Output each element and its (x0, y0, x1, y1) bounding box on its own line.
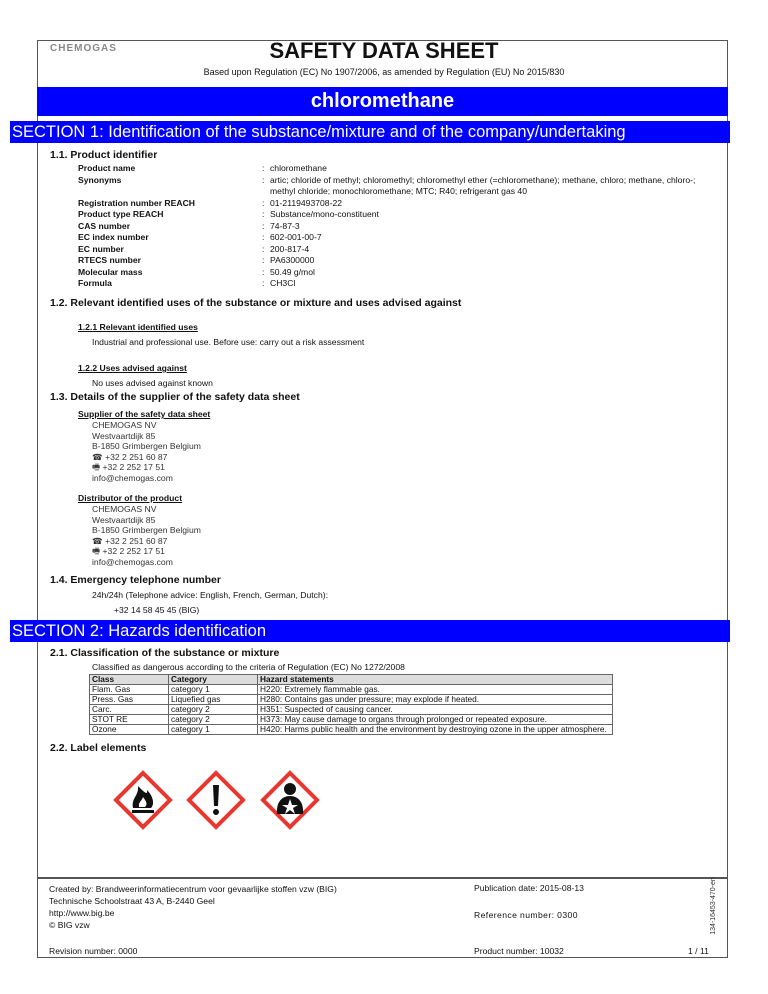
heading-1-3: 1.3. Details of the supplier of the safety data sheet (50, 391, 300, 403)
hazard-cell: H420: Harms public health and the environment by destroying ozone in the upper atmosphere. (258, 725, 613, 735)
footer-address: Technische Schoolstraat 43 A, B-2440 Geel (49, 896, 215, 906)
section-2-header: SECTION 2: Hazards identification (10, 620, 730, 642)
table-row (90, 725, 613, 735)
phone-icon: ☎ (92, 451, 106, 462)
distributor-title: Distributor of the product (78, 493, 183, 503)
reference-number: Reference number: 0300 (474, 910, 578, 920)
heading-2-1: 2.1. Classification of the substance or mixture (50, 647, 280, 659)
exclamation-icon (186, 770, 246, 830)
colon: : (262, 174, 265, 185)
table-row (90, 715, 613, 725)
distributor-street: Westvaartdijk 85 (92, 514, 156, 525)
table-row (90, 685, 613, 695)
identifier-value: 602-001-00-7 (270, 232, 322, 242)
product-number: Product number: 10032 (474, 946, 564, 956)
distributor-email[interactable]: info@chemogas.com (92, 556, 173, 567)
heading-1-2: 1.2. Relevant identified uses of the substance or mixture and uses advised against (50, 297, 462, 309)
heading-2-2: 2.2. Label elements (50, 742, 147, 754)
header-class: Class (90, 675, 169, 685)
colon: : (262, 220, 265, 231)
identifier-value: 01-2119493708-22 (270, 197, 342, 208)
heading-1-2-2: 1.2.2 Uses advised against (78, 363, 187, 373)
identifier-label: Molecular mass (78, 266, 143, 277)
identifier-label: Registration number REACH (78, 197, 195, 208)
identifier-label: Synonyms (78, 174, 122, 185)
identifier-value: artic; chloride of methyl; chloromethyl; chloromethyl ether (=chloromethane); methane, chloro; methane, chloro-; (270, 174, 696, 185)
table-row (90, 695, 613, 705)
regulation-subtitle: Based upon Regulation (EC) No 1907/2006, as amended by Regulation (EU) No 2015/830 (203, 67, 565, 77)
phone-icon: ☎ (92, 535, 106, 546)
category-cell: category 1 (169, 685, 258, 695)
uses-advised-against-text: No uses advised against known (92, 378, 213, 388)
fax-icon: 🖷 (92, 462, 103, 473)
emergency-text: 24h/24h (Telephone advice: English, French, German, Dutch): (92, 590, 328, 600)
footer-copyright: © BIG vzw (49, 920, 90, 930)
identifier-label: Product name (78, 163, 136, 173)
publication-date: Publication date: 2015-08-13 (474, 883, 584, 893)
document-title: SAFETY DATA SHEET (269, 38, 499, 63)
identified-uses-text: Industrial and professional use. Before use: carry out a risk assessment (92, 337, 365, 347)
identifier-value: 200-817-4 (270, 243, 310, 254)
supplier-phone: +32 2 251 60 87 (105, 451, 168, 462)
revision-number: Revision number: 0000 (49, 946, 138, 956)
distributor-phone: +32 2 251 60 87 (105, 535, 168, 546)
supplier-email[interactable]: info@chemogas.com (92, 472, 173, 483)
category-cell: category 2 (169, 715, 258, 725)
class-cell: STOT RE (90, 715, 169, 725)
identifier-value: PA6300000 (270, 255, 315, 265)
heading-1-1: 1.1. Product identifier (50, 149, 158, 161)
document-code: 134-16453-470-en (709, 877, 717, 935)
identifier-value: chloromethane (270, 163, 327, 173)
hazard-cell: H280: Contains gas under pressure; may explode if heated. (258, 695, 613, 705)
hazard-cell: H373: May cause damage to organs through prolonged or repeated exposure. (258, 715, 613, 725)
header-hazard: Hazard statements (258, 675, 613, 685)
flame-icon (113, 770, 173, 830)
identifier-label: Product type REACH (78, 209, 164, 219)
distributor-fax: +32 2 252 17 51 (102, 546, 165, 557)
identifier-value-cont: methyl chloride; monochloromethane; MTC; R40; refrigerant gas 40 (270, 186, 527, 196)
hazard-cell: H220: Extremely flammable gas. (258, 685, 613, 695)
product-banner: chloromethane (37, 87, 728, 116)
identifier-label: CAS number (78, 220, 131, 231)
page-number: 1 / 11 (688, 946, 709, 956)
class-cell: Press. Gas (90, 695, 169, 705)
identifier-label: EC number (78, 243, 124, 254)
distributor-city: B-1850 Grimbergen Belgium (92, 525, 201, 536)
header-category: Category (169, 675, 258, 685)
colon: : (262, 209, 265, 219)
classification-table (89, 674, 613, 735)
health-hazard-icon (260, 770, 320, 830)
category-cell: category 1 (169, 725, 258, 735)
class-cell: Ozone (90, 725, 169, 735)
classified-text: Classified as dangerous according to the criteria of Regulation (EC) No 1272/2008 (92, 662, 405, 672)
table-row (90, 705, 613, 715)
supplier-street: Westvaartdijk 85 (92, 430, 156, 441)
supplier-fax: +32 2 252 17 51 (102, 462, 165, 473)
identifier-label: Formula (78, 278, 112, 288)
footer-left (49, 883, 337, 931)
distributor-block (92, 504, 201, 568)
identifier-label: EC index number (78, 232, 149, 242)
footer-created: Created by: Brandweerinformatiecentrum voor gevaarlijke stoffen vzw (BIG) (49, 884, 337, 894)
colon: : (262, 243, 265, 254)
identifier-value: CH3Cl (270, 278, 296, 288)
table-header-row (90, 675, 613, 685)
identifier-label: RTECS number (78, 255, 142, 265)
class-cell: Carc. (90, 705, 169, 715)
supplier-city: B-1850 Grimbergen Belgium (92, 441, 201, 452)
supplier-block (92, 420, 201, 484)
identifier-value: Substance/mono-constituent (270, 209, 379, 219)
colon: : (262, 266, 265, 277)
colon: : (262, 197, 265, 208)
colon: : (262, 278, 265, 288)
category-cell: Liquefied gas (169, 695, 258, 705)
colon: : (262, 255, 265, 265)
heading-1-4: 1.4. Emergency telephone number (50, 574, 221, 586)
colon: : (262, 232, 265, 242)
chemogas-logo: CHEMOGAS (50, 43, 117, 54)
section-1-header: SECTION 1: Identification of the substance/mixture and of the company/undertaking (10, 121, 730, 143)
class-cell: Flam. Gas (90, 685, 169, 695)
supplier-title: Supplier of the safety data sheet (78, 409, 211, 419)
heading-1-2-1: 1.2.1 Relevant identified uses (78, 322, 198, 332)
emergency-phone: +32 14 58 45 45 (BIG) (114, 605, 200, 615)
fax-icon: 🖷 (92, 546, 103, 557)
footer-divider (37, 877, 728, 879)
footer-url[interactable]: http://www.big.be (49, 908, 115, 918)
hazard-cell: H351: Suspected of causing cancer. (258, 705, 613, 715)
category-cell: category 2 (169, 705, 258, 715)
identifier-value: 50.49 g/mol (270, 266, 315, 277)
identifier-value: 74-87-3 (270, 220, 300, 231)
distributor-name: CHEMOGAS NV (92, 504, 157, 514)
supplier-name: CHEMOGAS NV (92, 420, 157, 430)
colon: : (262, 163, 265, 173)
